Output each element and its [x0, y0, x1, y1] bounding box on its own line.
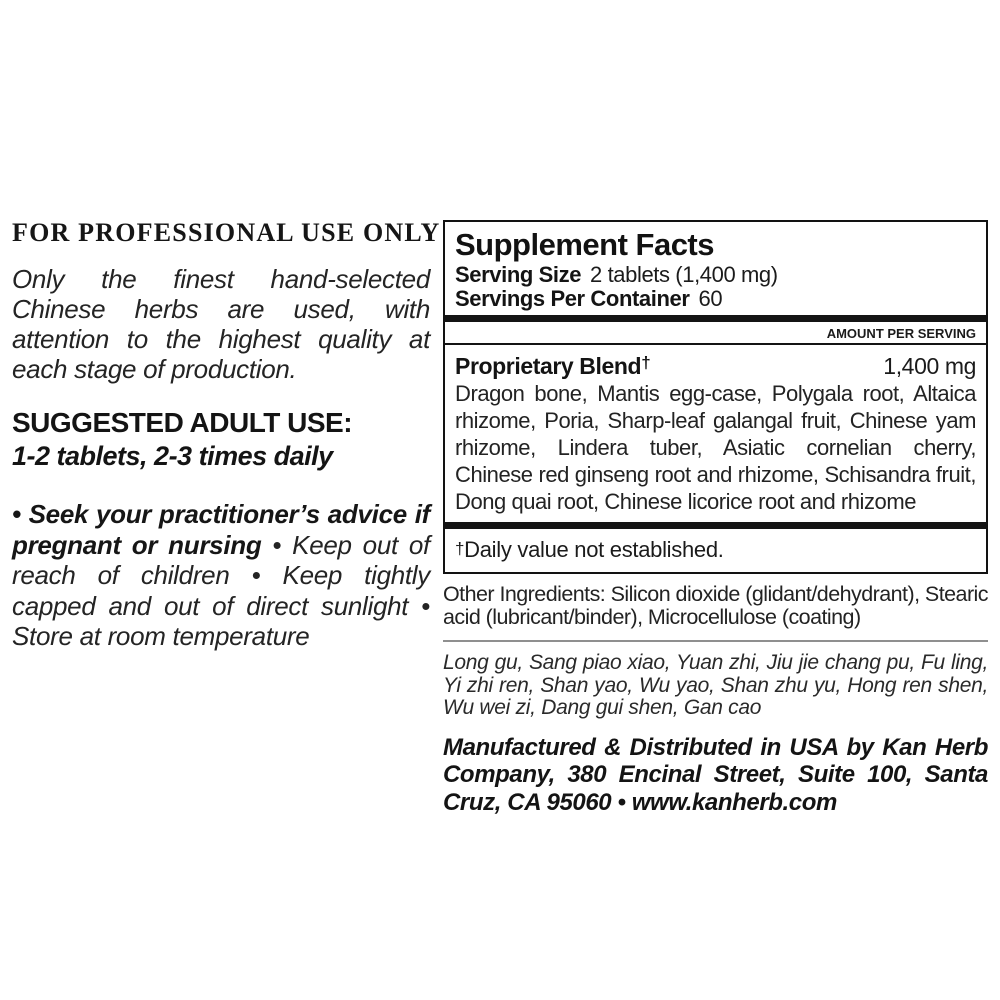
daily-value-footnote [455, 529, 976, 564]
cautions-paragraph [12, 499, 430, 652]
blend-ingredients-text: Dragon bone, Mantis egg-case, Polygala root, Altaica rhizome, Poria, Sharp-leaf galangal fruit, Chinese yam rhizome, Lindera tuber, Asiatic cornelian cherry, Chinese red ginseng root and rhizome, Schisandra fruit, Dong quai root, Chinese licorice root and rhizome [455, 381, 976, 514]
footnote-text: Daily value not established. [464, 537, 724, 562]
blend-name-text: Proprietary Blend [455, 353, 642, 379]
caution-practitioner-text: • Seek your practitioner’s advice if pregnant or nursing [12, 499, 430, 560]
servings-per-container-line [455, 287, 976, 311]
left-column [12, 218, 441, 652]
professional-use-heading: FOR PROFESSIONAL USE ONLY [12, 218, 441, 247]
quality-statement: Only the finest hand-selected Chinese herbs are used, with attention to the highest quality at each stage of production. [12, 264, 430, 384]
dosage-text: 1-2 tablets, 2-3 times daily [12, 441, 333, 471]
serving-size-line [455, 263, 976, 287]
supplement-facts-title: Supplement Facts [455, 227, 714, 262]
blend-amount: 1,400 mg [883, 353, 976, 379]
pinyin-herb-names: Long gu, Sang piao xiao, Yuan zhi, Jiu jie chang pu, Fu ling, Yi zhi ren, Shan yao, Wu yao, Shan zhu yu, Hong ren shen, Wu wei zi, Dang gui shen, Gan cao [443, 651, 988, 719]
footnote-dagger-mark: † [455, 539, 465, 558]
proprietary-blend-row [455, 345, 976, 379]
caution-storage-text: • Keep out of reach of children • Keep tightly capped and out of direct sunlight • Store at room temperature [12, 529, 430, 651]
amount-per-serving-label: AMOUNT PER SERVING [826, 326, 976, 341]
serving-size-label: Serving Size [455, 262, 582, 287]
blend-dagger-mark: † [641, 353, 651, 372]
other-ingredients-text: Other Ingredients: Silicon dioxide (glidant/dehydrant), Stearic acid (lubricant/binder), Microcellulose (coating) [443, 582, 988, 629]
thick-divider-top [445, 315, 986, 322]
thick-divider-bottom [445, 522, 986, 529]
blend-name [455, 350, 650, 379]
servings-per-container-value: 60 [698, 286, 723, 311]
gray-divider [443, 640, 988, 642]
servings-per-container-label: Servings Per Container [455, 286, 690, 311]
serving-size-value: 2 tablets (1,400 mg) [590, 262, 778, 287]
manufacturer-text: Manufactured & Distributed in USA by Kan Herb Company, 380 Encinal Street, Suite 100, Santa Cruz, CA 95060 • www.kanherb.com [443, 733, 988, 816]
suggested-use-heading: SUGGESTED ADULT USE: [12, 407, 353, 438]
supplement-facts-panel [443, 220, 988, 574]
right-column [443, 220, 988, 816]
